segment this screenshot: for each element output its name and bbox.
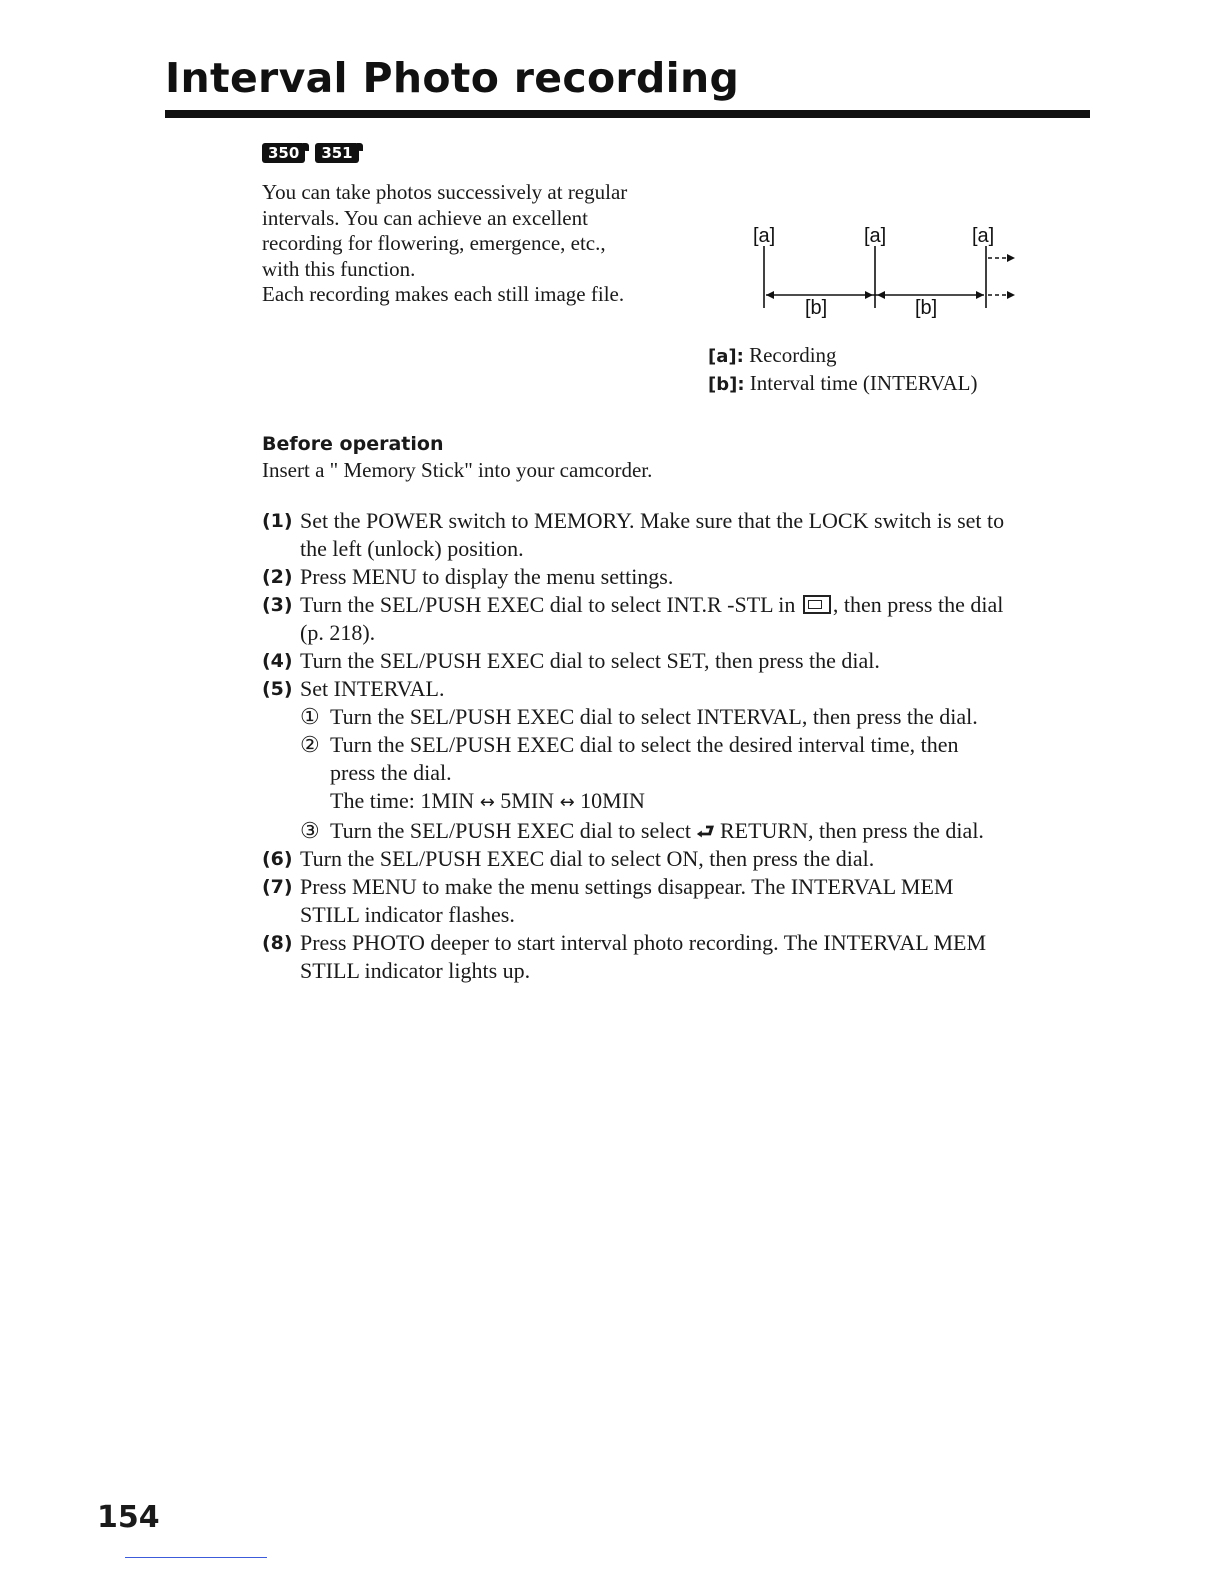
legend-text: Recording — [749, 343, 837, 367]
substep-text-part: Turn the SEL/PUSH EXEC dial to select — [330, 818, 691, 843]
double-arrow-icon: ↔ — [479, 792, 495, 813]
step-text: (p. 218). — [300, 620, 376, 645]
interval-options — [330, 787, 1092, 817]
model-badge-350: 350 — [262, 143, 305, 163]
intro-line: recording for flowering, emergence, etc., — [262, 231, 606, 255]
before-operation-text: Insert a " Memory Stick" into your camcorder. — [262, 458, 653, 482]
substep-marker: ① — [300, 704, 320, 729]
arrowhead — [1007, 254, 1015, 262]
model-badges — [262, 143, 359, 163]
step-number: (3) — [262, 594, 293, 616]
step-7 — [262, 873, 1092, 929]
diagram-label-a: [a] — [864, 225, 887, 247]
intro-line: intervals. You can achieve an excellent — [262, 205, 588, 230]
step-1 — [262, 507, 1092, 563]
legend-key: [b]: — [708, 374, 745, 395]
page-number: 154 — [97, 1500, 160, 1535]
step-text — [300, 591, 1092, 619]
arrowhead — [865, 291, 873, 299]
time-option: 5MIN — [500, 788, 555, 813]
page-title: Interval Photo recording — [165, 54, 740, 102]
step-6 — [262, 845, 1092, 873]
step-4 — [262, 647, 1092, 675]
interval-timing-diagram — [740, 218, 1040, 328]
arrowhead — [766, 291, 774, 299]
substep-marker: ② — [300, 732, 320, 757]
step-text: STILL indicator lights up. — [300, 958, 531, 983]
step-text: Set the POWER switch to MEMORY. Make sure that the LOCK switch is set to — [300, 508, 1005, 533]
step-text: Press PHOTO deeper to start interval photo recording. The INTERVAL MEM — [300, 930, 987, 955]
step-3 — [262, 591, 1092, 647]
title-rule — [165, 110, 1090, 118]
substep-text: Turn the SEL/PUSH EXEC dial to select INTERVAL, then press the dial. — [330, 704, 978, 729]
legend-text: Interval time (INTERVAL) — [749, 371, 978, 395]
diagram-label-b: [b] — [805, 297, 828, 319]
time-label: The time: 1MIN — [330, 788, 475, 813]
step-text: STILL indicator flashes. — [300, 902, 515, 927]
step-number: (6) — [262, 848, 293, 870]
footer-divider — [125, 1557, 267, 1558]
step-8 — [262, 929, 1092, 985]
before-operation-heading: Before operation — [262, 433, 444, 455]
intro-line: with this function. — [262, 256, 416, 281]
memory-menu-icon — [803, 595, 831, 614]
step-number: (8) — [262, 932, 293, 954]
substep-3 — [300, 817, 1092, 845]
step-text: Turn the SEL/PUSH EXEC dial to select SET, then press the dial. — [300, 648, 880, 673]
step-text: Set INTERVAL. — [300, 676, 445, 701]
substep-text — [330, 817, 1092, 845]
step-text: Press MENU to display the menu settings. — [300, 564, 674, 589]
diagram-label-a: [a] — [972, 225, 995, 247]
step-number: (7) — [262, 876, 293, 898]
substep-text-part: RETURN, then press the dial. — [719, 818, 984, 843]
arrowhead — [877, 291, 885, 299]
diagram-label-b: [b] — [915, 297, 938, 319]
intro-line: Each recording makes each still image file. — [262, 282, 625, 306]
step-5 — [262, 675, 1092, 845]
procedure-steps — [262, 507, 1092, 985]
substep-text: press the dial. — [330, 760, 452, 785]
diagram-legend — [708, 342, 978, 398]
legend-key: [a]: — [708, 346, 744, 367]
step-text: Turn the SEL/PUSH EXEC dial to select ON, then press the dial. — [300, 846, 875, 871]
intro-text — [262, 180, 702, 308]
step-text: Press MENU to make the menu settings disappear. The INTERVAL MEM — [300, 874, 954, 899]
model-badge-351: 351 — [315, 143, 358, 163]
intro-line: You can take photos successively at regular — [262, 180, 628, 204]
step-number: (2) — [262, 566, 293, 588]
substep-marker: ③ — [300, 818, 320, 843]
substep-2 — [300, 731, 1092, 817]
arrowhead — [1007, 291, 1015, 299]
double-arrow-icon: ↔ — [559, 792, 575, 813]
step-text-part: Turn the SEL/PUSH EXEC dial to select INT.R -STL in — [300, 592, 796, 617]
arrowhead — [976, 291, 984, 299]
legend-row-b — [708, 370, 978, 398]
step-text: the left (unlock) position. — [300, 536, 524, 561]
step-text-part: , then press the dial — [832, 592, 1004, 617]
legend-row-a — [708, 342, 978, 370]
substep-1 — [300, 703, 1092, 731]
substep-text: Turn the SEL/PUSH EXEC dial to select the desired interval time, then — [330, 732, 959, 757]
step-number: (5) — [262, 678, 293, 700]
step-number: (4) — [262, 650, 293, 672]
step-2 — [262, 563, 1092, 591]
step-number: (1) — [262, 510, 293, 532]
return-icon: ⮐ — [696, 819, 715, 843]
time-option: 10MIN — [580, 788, 645, 813]
diagram-label-a: [a] — [753, 225, 776, 247]
